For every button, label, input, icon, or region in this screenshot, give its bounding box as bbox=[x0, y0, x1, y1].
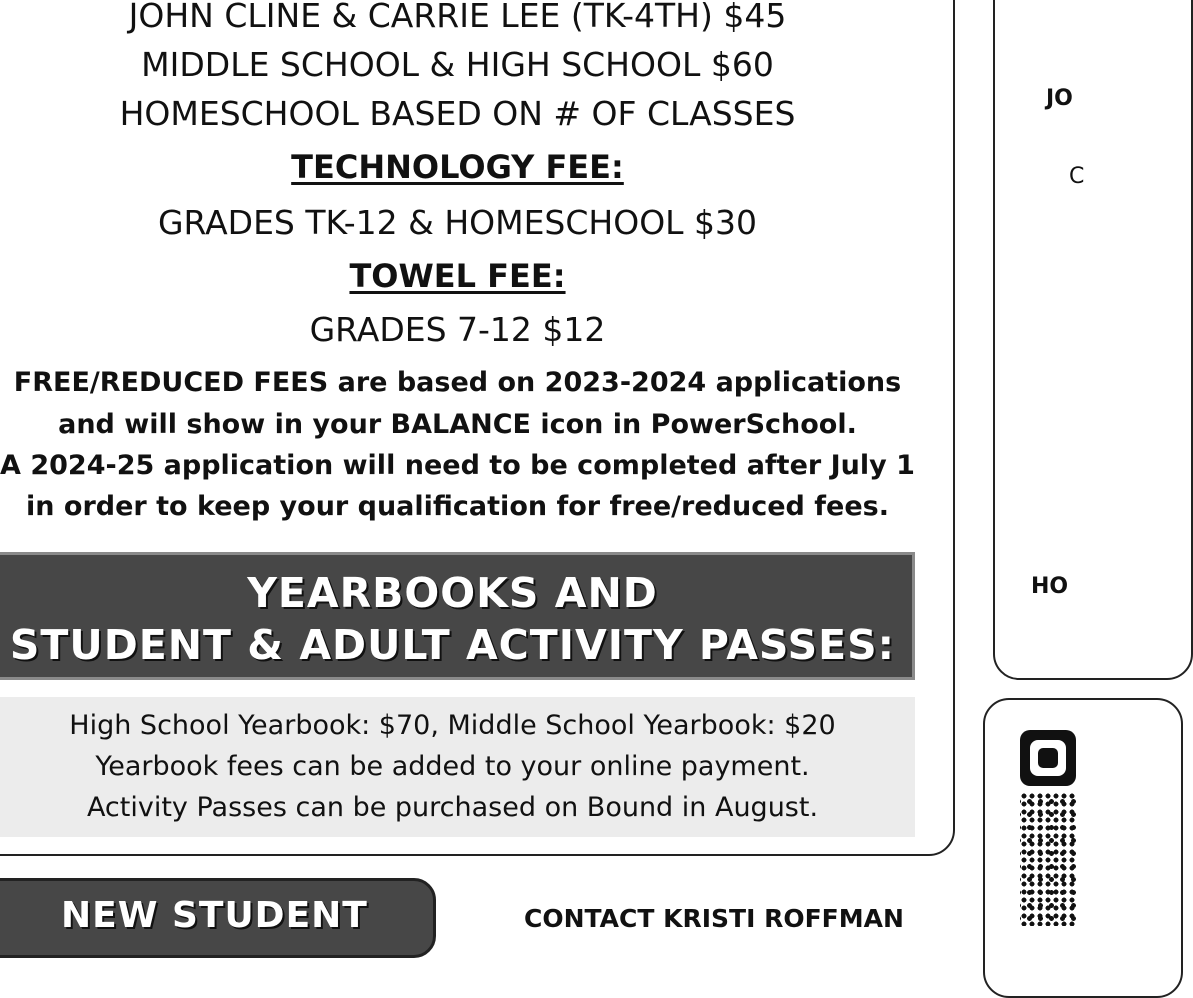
activity-pass-note: Activity Passes can be purchased on Bound in August. bbox=[86, 792, 819, 823]
qr-panel bbox=[983, 698, 1183, 998]
new-student-tab bbox=[0, 878, 436, 958]
banner-title-line-2: STUDENT & ADULT ACTIVITY PASSES: bbox=[9, 621, 896, 669]
yearbook-payment-note: Yearbook fees can be added to your online payment. bbox=[95, 751, 810, 782]
technology-fee-line: GRADES TK-12 & HOMESCHOOL $30 bbox=[157, 203, 758, 242]
new-student-label: NEW STUDENT bbox=[61, 895, 368, 936]
fee-line-middle-high: MIDDLE SCHOOL & HIGH SCHOOL $60 bbox=[141, 45, 774, 84]
fee-line-elementary: JOHN CLINE & CARRIE LEE (TK-4TH) $45 bbox=[128, 0, 787, 35]
notice-line-2: and will show in your BALANCE icon in PowerSchool. bbox=[58, 409, 857, 440]
notice-line-1: FREE/REDUCED FEES are based on 2023-2024 applications bbox=[13, 367, 902, 398]
yearbook-prices: High School Yearbook: $70, Middle School Yearbook: $20 bbox=[69, 710, 836, 741]
notice-line-4: in order to keep your qualification for free/reduced fees. bbox=[26, 491, 889, 522]
banner-title-line-1: YEARBOOKS AND bbox=[247, 569, 658, 617]
qr-code bbox=[1020, 792, 1076, 926]
right-panel-fragment-2: C bbox=[1069, 164, 1085, 189]
instagram-icon bbox=[1020, 730, 1076, 786]
right-panel-fragment-3: HO bbox=[1031, 574, 1069, 599]
towel-fee-heading: TOWEL FEE: bbox=[349, 257, 566, 295]
yearbooks-banner bbox=[0, 552, 915, 680]
fee-line-homeschool: HOMESCHOOL BASED ON # OF CLASSES bbox=[119, 94, 796, 133]
right-panel bbox=[993, 0, 1193, 680]
towel-fee-line: GRADES 7-12 $12 bbox=[309, 310, 606, 349]
yearbook-info-box bbox=[0, 697, 915, 837]
notice-line-3: A 2024-25 application will need to be completed after July 1 bbox=[0, 450, 915, 481]
contact-heading: CONTACT KRISTI ROFFMAN bbox=[524, 904, 904, 933]
technology-fee-heading: TECHNOLOGY FEE: bbox=[291, 148, 624, 186]
right-panel-fragment-1: JO bbox=[1046, 86, 1073, 111]
